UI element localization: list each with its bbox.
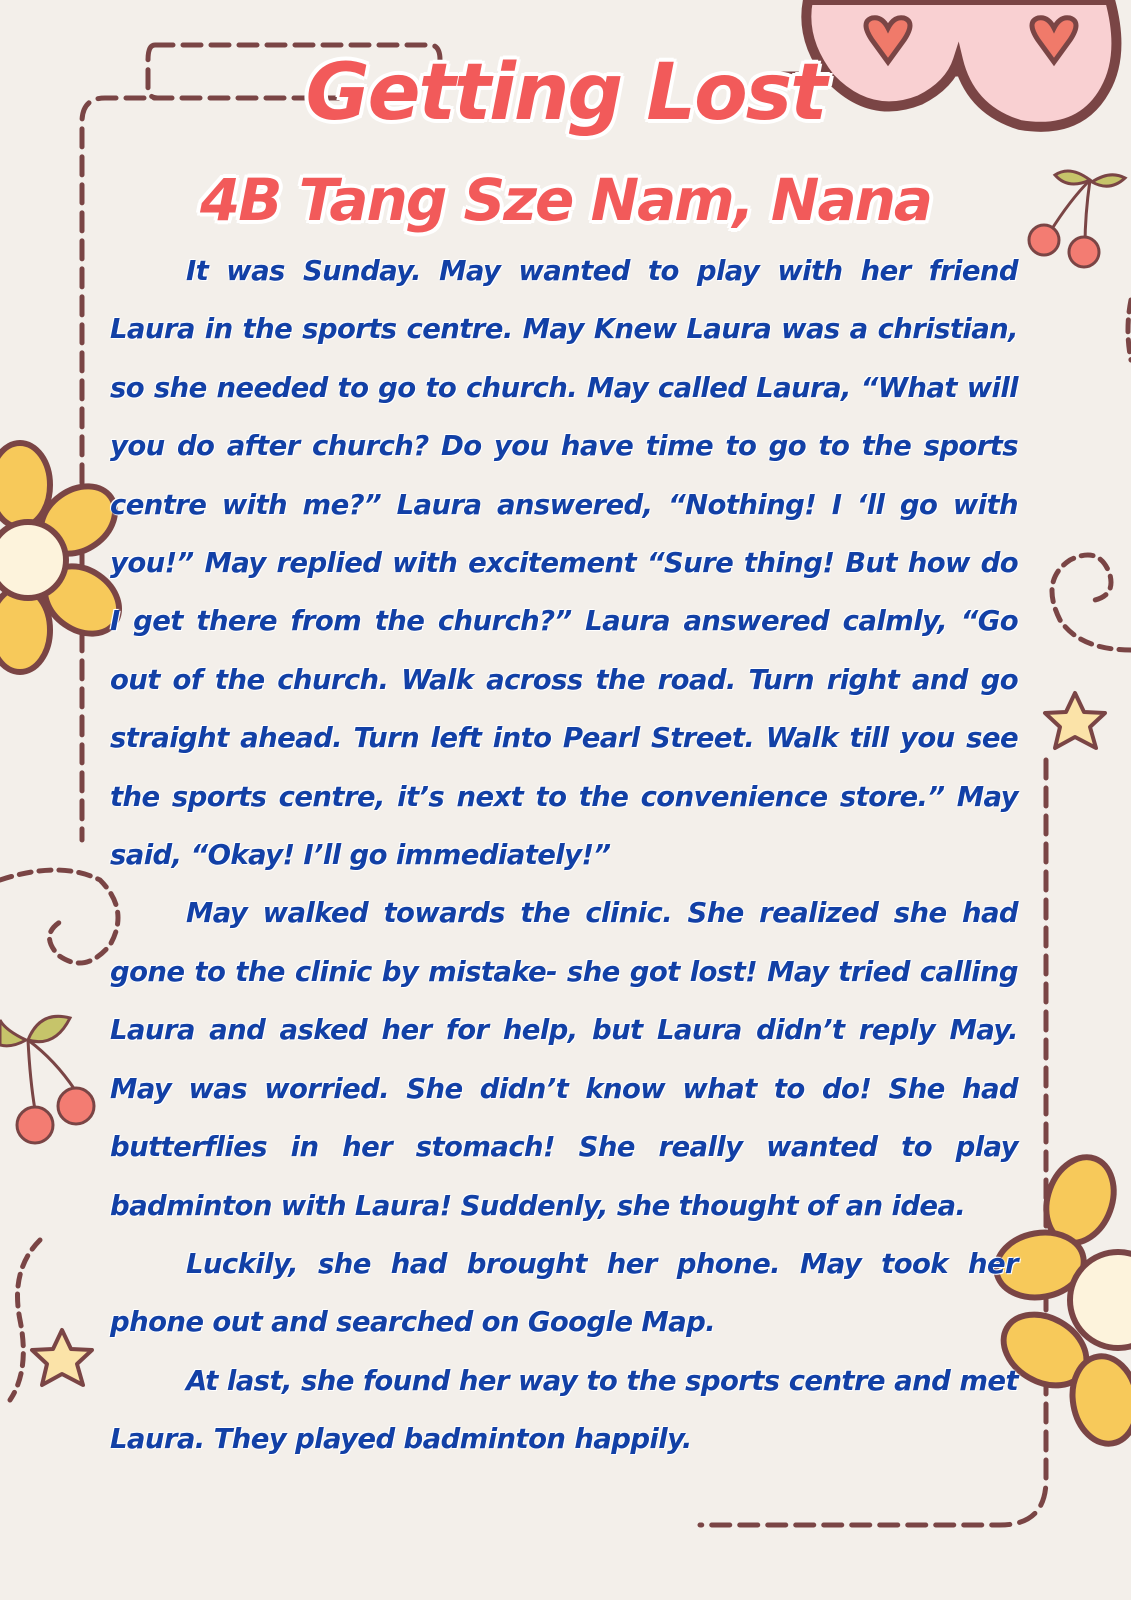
- swirl-icon: [1052, 300, 1131, 650]
- swirl-icon: [0, 870, 118, 1400]
- story-paragraph: Luckily, she had brought her phone. May took her phone out and searched on Google Map.: [110, 1247, 1018, 1339]
- story-paragraph: It was Sunday. May wanted to play with her friend Laura in the sports centre. May Knew Laura was a christian, so she needed to go to church. May called Laura, “What will you do after church? Do you have time to go to the sports centre with me?” Laura answered, “Nothing! I ‘ll go with you!” May replied with excitement “Sure thing! But how do I get there from the church?” Laura answered calmly, “Go out of the church. Walk across the road. Turn right and go straight ahead. Turn left into Pearl Street. Walk till you see the sports centre, it’s next to the convenience store.” May said, “Okay! I’ll go immediately!”: [110, 255, 1018, 872]
- star-icon: [1045, 693, 1105, 748]
- story-body: [110, 242, 1018, 1469]
- story-paragraph: At last, she found her way to the sports centre and met Laura. They played badminton happily.: [110, 1364, 1018, 1456]
- star-icon: [32, 1330, 92, 1385]
- story-paragraph: May walked towards the clinic. She realized she had gone to the clinic by mistake- she got lost! May tried calling Laura and asked her for help, but Laura didn’t reply May. May was worried. She didn’t know what to do! She had butterflies in her stomach! She really wanted to play badminton with Laura! Suddenly, she thought of an idea.: [110, 897, 1018, 1222]
- story-title: Getting Lost: [305, 48, 826, 138]
- author-name: 4B Tang Sze Nam, Nana: [199, 166, 932, 234]
- cherry-icon: [0, 1016, 94, 1143]
